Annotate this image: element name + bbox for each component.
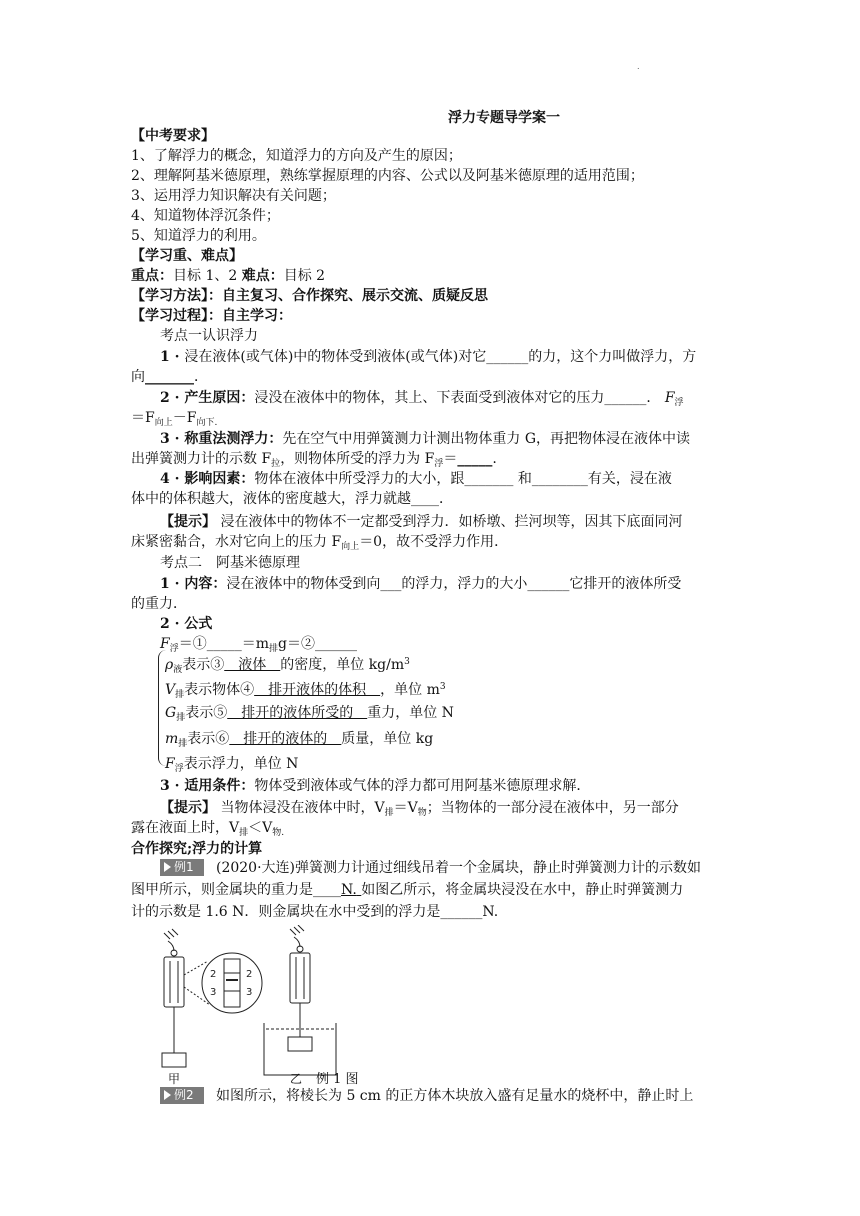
formula-heading: 2 · 公式: [160, 616, 213, 632]
key-points-line: 重点：目标 1、2 难点：目标 2: [131, 268, 326, 284]
formula-line: $F_浮=①\_\_\_\_\_=m_排g=②\_\_\_\_\_\_$: [160, 636, 357, 654]
brace-item: $V_排$表示物体④ 排开液体的体积 ，单位 $m^3$: [165, 682, 446, 700]
method-line: 【学习方法】：自主复习、合作探究、展示交流、质疑反思: [131, 288, 488, 304]
paragraph-3: 3 · 称重法测浮力：先在空气中用弹簧测力计测出物体重力 G，再把物体浸在液体中读: [160, 431, 691, 447]
scale-mark: 2: [246, 969, 253, 980]
figure-label-b: 乙: [290, 1072, 303, 1085]
brace-item: $m_排$表示⑥ 排开的液体的 质量，单位 kg: [165, 731, 434, 749]
paragraph-2-cont: $=F_{向上}-F_{向下.}$: [131, 410, 218, 428]
brace-item: $F_浮$表示浮力，单位 N: [165, 756, 299, 774]
example-2-tag: 例2: [160, 1087, 204, 1104]
brace-item: $\rho_液$表示③ 液体 的密度，单位 $kg/m^3$: [165, 657, 410, 675]
requirement-item: 2、理解阿基米德原理，熟练掌握原理的内容、公式以及阿基米德原理的适用范围；: [131, 168, 644, 184]
section-heading-1: 考点一认识浮力: [160, 328, 258, 344]
example-1-cont: 计的示数是 1.6 N．则金属块在水中受到的浮力是______N.: [131, 904, 499, 920]
example-1-cont: 图甲所示，则金属块的重力是____N. 如图乙所示，将金属块浸没在水中，静止时弹簧测力: [131, 882, 684, 898]
paragraph-1: 1 · 浸在液体(或气体)中的物体受到液体(或气体)对它______的力，这个力叫做浮力，方: [160, 349, 697, 365]
paragraph-1-cont: 向_______．: [131, 369, 208, 385]
requirement-item: 5、知道浮力的利用。: [131, 228, 266, 244]
archimedes-content-cont: 的重力．: [131, 596, 187, 612]
process-line: 【学习过程】：自主学习：: [131, 308, 292, 324]
requirement-item: 1、了解浮力的概念，知道浮力的方向及产生的原因；: [131, 148, 462, 164]
tip-1-cont: 床紧密黏合，水对它向上的压力 $F_{向上}=0$，故不受浮力作用．: [131, 534, 509, 552]
tip-2-cont: 露在液面上时，$V_排<V_{物.}$: [131, 820, 285, 838]
requirement-item: 4、知道物体浮沉条件；: [131, 208, 280, 224]
magnified-scale: [202, 953, 262, 1013]
figure-caption: 例 1 图: [316, 1072, 359, 1085]
document-title: 浮力专题导学案一: [448, 110, 560, 126]
scale-mark: 2: [210, 969, 217, 980]
applicable-conditions: 3 · 适用条件：物体受到液体或气体的浮力都可用阿基米德原理求解．: [160, 778, 591, 794]
paragraph-2: 2 · 产生原因：浸没在液体中的物体，其上、下表面受到液体对它的压力______． $F_浮$: [160, 390, 684, 408]
key-points-heading: 【学习重、难点】: [131, 248, 243, 264]
example-1-tag: 例1: [160, 859, 204, 876]
tip-1: 【提示】 浸在液体中的物体不一定都受到浮力．如桥墩、拦河坝等，因其下底面同河: [160, 514, 683, 530]
requirements-heading: 【中考要求】: [131, 128, 215, 144]
example-1-figure: [150, 925, 380, 1085]
corner-mark: .: [637, 62, 640, 71]
tip-2: 【提示】 当物体浸没在液体中时，$V_排=V_物$；当物体的一部分浸在液体中，另一部分: [160, 800, 679, 818]
paragraph-3-cont: 出弹簧测力计的示数 $F_拉$，则物体所受的浮力为 $F_浮=\_\_\_\_\_$.: [131, 451, 497, 469]
scale-mark: 3: [246, 987, 253, 998]
scale-mark: 3: [210, 987, 217, 998]
example-2-text: 如图所示，将棱长为 5 cm 的正方体木块放入盛有足量水的烧杯中，静止时上: [216, 1088, 694, 1104]
play-icon: [164, 1090, 171, 1100]
spring-scale-a: [162, 929, 210, 1067]
play-icon: [164, 862, 171, 872]
section-heading-2: 考点二 阿基米德原理: [160, 555, 300, 571]
paragraph-4: 4 · 影响因素：物体在液体中所受浮力的大小，跟_______ 和________有关，浸在液: [160, 471, 672, 487]
requirement-item: 3、运用浮力知识解决有关问题；: [131, 188, 336, 204]
archimedes-content: 1 · 内容：浸在液体中的物体受到向___的浮力，浮力的大小______它排开的液体所受: [160, 576, 682, 592]
example-1-text: (2020·大连)弹簧测力计通过细线吊着一个金属块，静止时弹簧测力计的示数如: [216, 860, 702, 876]
paragraph-4-cont: 体中的体积越大，液体的密度越大，浮力就越____．: [131, 491, 453, 507]
brace-item: $G_排$表示⑤ 排开的液体所受的 重力，单位 N: [165, 705, 454, 723]
spring-scale-b: [264, 925, 336, 1075]
cooperation-heading: 合作探究;浮力的计算: [131, 841, 263, 857]
figure-label-a: 甲: [168, 1072, 181, 1085]
